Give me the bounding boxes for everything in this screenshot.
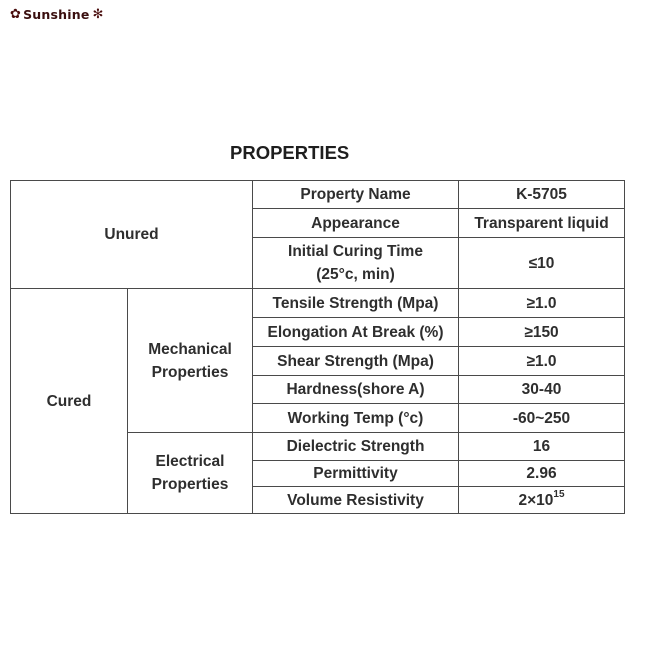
header-product-code: K-5705 [459,181,625,209]
value-cell [459,487,625,514]
property-line: Initial Curing Time [288,243,423,260]
group-mechanical-properties [128,289,253,433]
value-cell: -60~250 [459,404,625,433]
group-electrical-properties [128,433,253,514]
property-cell: Dielectric Strength [253,433,459,461]
value-base: 2×10 [518,491,554,509]
value-cell: 16 [459,433,625,461]
property-cell: Tensile Strength (Mpa) [253,289,459,318]
brand-logo [10,6,104,22]
group-unured: Unured [11,181,253,289]
property-cell: Shear Strength (Mpa) [253,347,459,376]
value-cell: ≤10 [459,238,625,289]
property-cell: Elongation At Break (%) [253,318,459,347]
table-row [11,289,625,318]
property-cell: Hardness(shore A) [253,376,459,404]
property-cell [253,238,459,289]
header-property-name: Property Name [253,181,459,209]
value-cell: Transparent liquid [459,209,625,238]
value-exponent: 15 [553,489,565,501]
value-cell: 30-40 [459,376,625,404]
property-cell: Working Temp (°c) [253,404,459,433]
group-line: Properties [151,476,229,493]
table-row [11,181,625,209]
properties-table [10,180,625,514]
group-line: Properties [151,363,229,381]
brand-name: Sunshine [23,6,90,22]
group-line: Mechanical [148,340,232,358]
value-cell: ≥1.0 [459,347,625,376]
page-title: PROPERTIES [230,142,350,163]
group-cured: Cured [11,289,128,514]
property-cell: Permittivity [253,461,459,487]
property-cell: Volume Resistivity [253,487,459,514]
property-cell: Appearance [253,209,459,238]
flower-icon: ✿ [10,6,22,22]
snowflake-icon: ✻ [92,6,104,22]
value-cell: ≥150 [459,318,625,347]
value-cell: ≥1.0 [459,289,625,318]
group-line: Electrical [155,453,225,470]
value-cell: 2.96 [459,461,625,487]
property-line: (25°c, min) [316,266,395,283]
